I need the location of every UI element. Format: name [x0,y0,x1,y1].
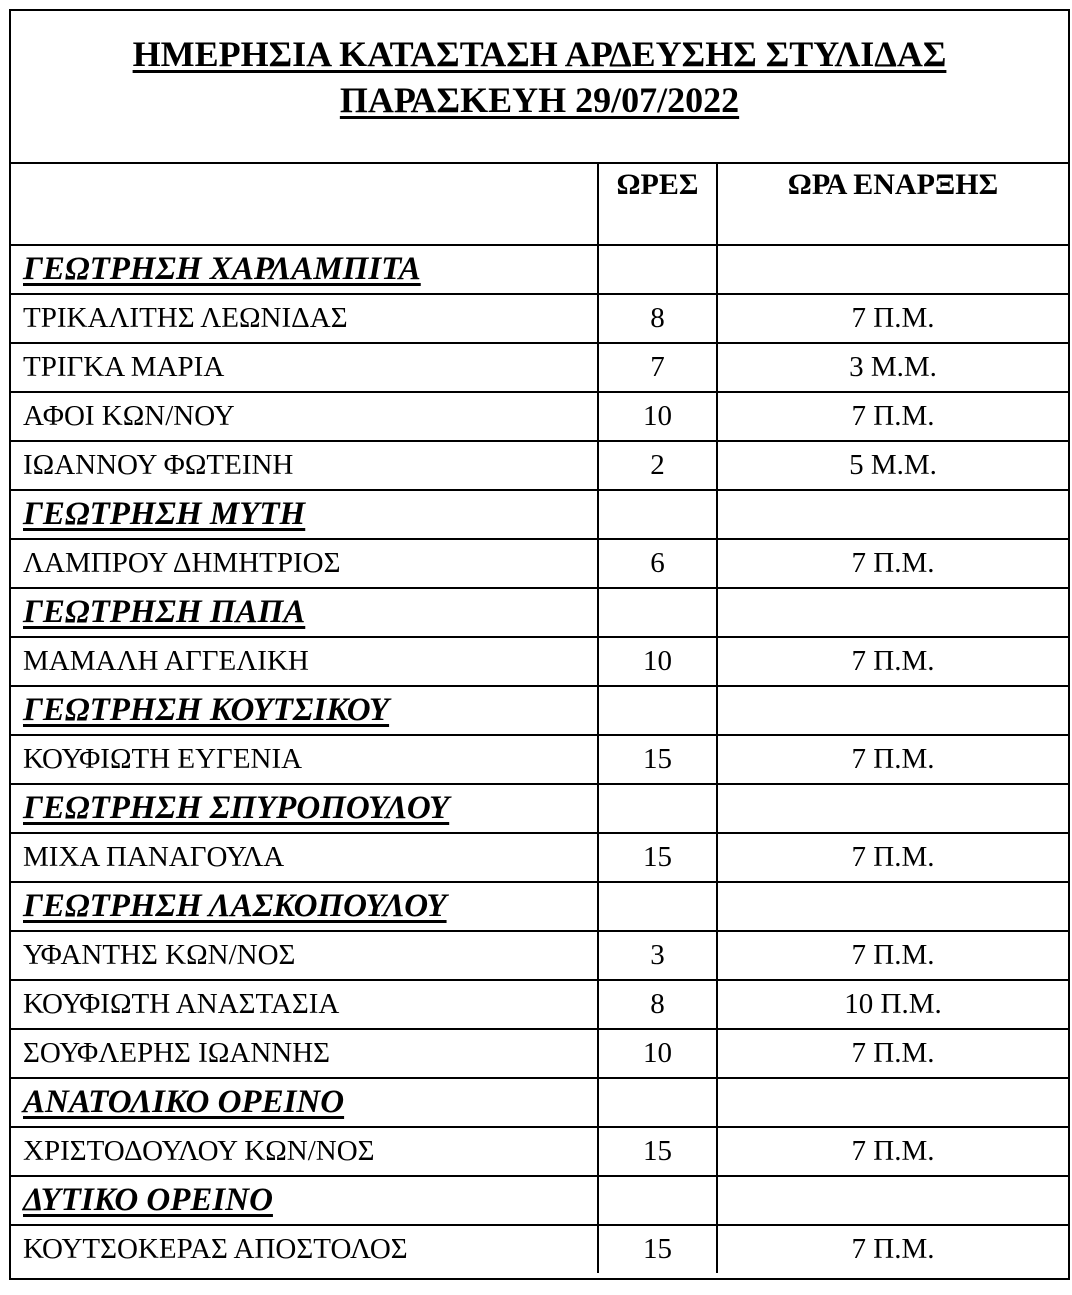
hours-cell: 15 [598,1127,717,1176]
table-row [11,637,1068,686]
name-cell [11,735,598,784]
document-title: ΗΜΕΡΗΣΙΑ ΚΑΤΑΣΤΑΣΗ ΑΡΔΕΥΣΗΣ ΣΤΥΛΙΔΑΣ [132,34,947,74]
name-cell [11,294,598,343]
table-header-row [11,164,1068,245]
group-row [11,245,1068,294]
table-row [11,343,1068,392]
start-time-cell [717,882,1068,931]
table-row [11,931,1068,980]
owner-name: ΧΡΙΣΤΟΔΟΥΛΟΥ ΚΩΝ/ΝΟΣ [23,1135,375,1167]
group-name-cell [11,245,598,294]
owner-name: ΤΡΙΚΑΛΙΤΗΣ ΛΕΩΝΙΔΑΣ [23,302,348,334]
group-row [11,490,1068,539]
table-row [11,980,1068,1029]
start-time-cell: 7 Π.Μ. [717,539,1068,588]
table-row [11,833,1068,882]
hours-cell [598,784,717,833]
start-time-cell: 7 Π.Μ. [717,1225,1068,1273]
group-name: ΔΥΤΙΚΟ ΟΡΕΙΝΟ [23,1182,273,1218]
start-time-cell [717,686,1068,735]
name-cell [11,833,598,882]
start-time-cell: 7 Π.Μ. [717,294,1068,343]
schedule-table-body [11,164,1068,1273]
group-name: ΓΕΩΤΡΗΣΗ ΧΑΡΛΑΜΠΙΤΑ [23,251,421,287]
group-name: ΑΝΑΤΟΛΙΚΟ ΟΡΕΙΝΟ [23,1084,345,1120]
irrigation-schedule-document [9,9,1070,1280]
group-name-cell [11,490,598,539]
start-time-cell [717,245,1068,294]
group-name-cell [11,1078,598,1127]
name-cell [11,343,598,392]
owner-name: ΣΟΥΦΛΕΡΗΣ ΙΩΑΝΝΗΣ [23,1037,331,1069]
header-hours: ΩΡΕΣ [598,164,717,245]
title-block [11,11,1068,164]
hours-cell [598,588,717,637]
hours-cell: 10 [598,1029,717,1078]
name-cell [11,441,598,490]
group-name: ΓΕΩΤΡΗΣΗ ΚΟΥΤΣΙΚΟΥ [23,692,390,728]
start-time-cell: 7 Π.Μ. [717,392,1068,441]
table-row [11,1029,1068,1078]
owner-name: ΥΦΑΝΤΗΣ ΚΩΝ/ΝΟΣ [23,939,296,971]
group-name-cell [11,784,598,833]
table-row [11,735,1068,784]
group-name-cell [11,588,598,637]
hours-cell: 15 [598,735,717,784]
start-time-cell [717,784,1068,833]
start-time-cell [717,588,1068,637]
name-cell [11,539,598,588]
group-name-cell [11,1176,598,1225]
group-name: ΓΕΩΤΡΗΣΗ ΣΠΥΡΟΠΟΥΛΟΥ [23,790,450,826]
hours-cell [598,1176,717,1225]
hours-cell [598,882,717,931]
hours-cell: 6 [598,539,717,588]
name-cell [11,1127,598,1176]
start-time-cell: 5 Μ.Μ. [717,441,1068,490]
start-time-cell [717,1176,1068,1225]
table-row [11,539,1068,588]
start-time-cell [717,1078,1068,1127]
table-row [11,294,1068,343]
name-cell [11,637,598,686]
start-time-cell: 3 Μ.Μ. [717,343,1068,392]
owner-name: ΚΟΥΦΙΩΤΗ ΕΥΓΕΝΙΑ [23,743,303,775]
hours-cell [598,1078,717,1127]
owner-name: ΛΑΜΠΡΟΥ ΔΗΜΗΤΡΙΟΣ [23,547,341,579]
start-time-cell: 7 Π.Μ. [717,1127,1068,1176]
hours-cell: 15 [598,833,717,882]
name-cell [11,1225,598,1273]
header-start-time: ΩΡΑ ΕΝΑΡΞΗΣ [717,164,1068,245]
hours-cell [598,686,717,735]
table-row [11,1127,1068,1176]
start-time-cell: 7 Π.Μ. [717,637,1068,686]
hours-cell: 8 [598,980,717,1029]
table-row [11,392,1068,441]
start-time-cell: 7 Π.Μ. [717,833,1068,882]
owner-name: ΜΑΜΑΛΗ ΑΓΓΕΛΙΚΗ [23,645,309,677]
schedule-table [11,164,1068,1273]
start-time-cell: 7 Π.Μ. [717,931,1068,980]
hours-cell: 15 [598,1225,717,1273]
start-time-cell: 7 Π.Μ. [717,1029,1068,1078]
table-row [11,1225,1068,1273]
group-name-cell [11,686,598,735]
name-cell [11,980,598,1029]
start-time-cell: 7 Π.Μ. [717,735,1068,784]
owner-name: ΤΡΙΓΚΑ ΜΑΡΙΑ [23,351,225,383]
group-row [11,686,1068,735]
table-row [11,441,1068,490]
group-row [11,1078,1068,1127]
owner-name: ΑΦΟΙ ΚΩΝ/ΝΟΥ [23,400,235,432]
owner-name: ΚΟΥΦΙΩΤΗ ΑΝΑΣΤΑΣΙΑ [23,988,340,1020]
start-time-cell [717,490,1068,539]
group-name: ΓΕΩΤΡΗΣΗ ΛΑΣΚΟΠΟΥΛΟΥ [23,888,447,924]
owner-name: ΚΟΥΤΣΟΚΕΡΑΣ ΑΠΟΣΤΟΛΟΣ [23,1233,408,1265]
hours-cell [598,490,717,539]
hours-cell: 2 [598,441,717,490]
name-cell [11,931,598,980]
hours-cell: 3 [598,931,717,980]
hours-cell: 10 [598,637,717,686]
group-name: ΓΕΩΤΡΗΣΗ ΠΑΠΑ [23,594,306,630]
header-name [11,164,598,245]
group-row [11,882,1068,931]
hours-cell: 7 [598,343,717,392]
hours-cell [598,245,717,294]
name-cell [11,392,598,441]
name-cell [11,1029,598,1078]
hours-cell: 10 [598,392,717,441]
hours-cell: 8 [598,294,717,343]
group-name: ΓΕΩΤΡΗΣΗ ΜΥΤΗ [23,496,306,532]
group-row [11,1176,1068,1225]
document-date: ΠΑΡΑΣΚΕΥΗ 29/07/2022 [339,80,740,120]
owner-name: ΜΙΧΑ ΠΑΝΑΓΟΥΛΑ [23,841,285,873]
group-row [11,784,1068,833]
start-time-cell: 10 Π.Μ. [717,980,1068,1029]
owner-name: ΙΩΑΝΝΟΥ ΦΩΤΕΙΝΗ [23,449,294,481]
group-name-cell [11,882,598,931]
group-row [11,588,1068,637]
